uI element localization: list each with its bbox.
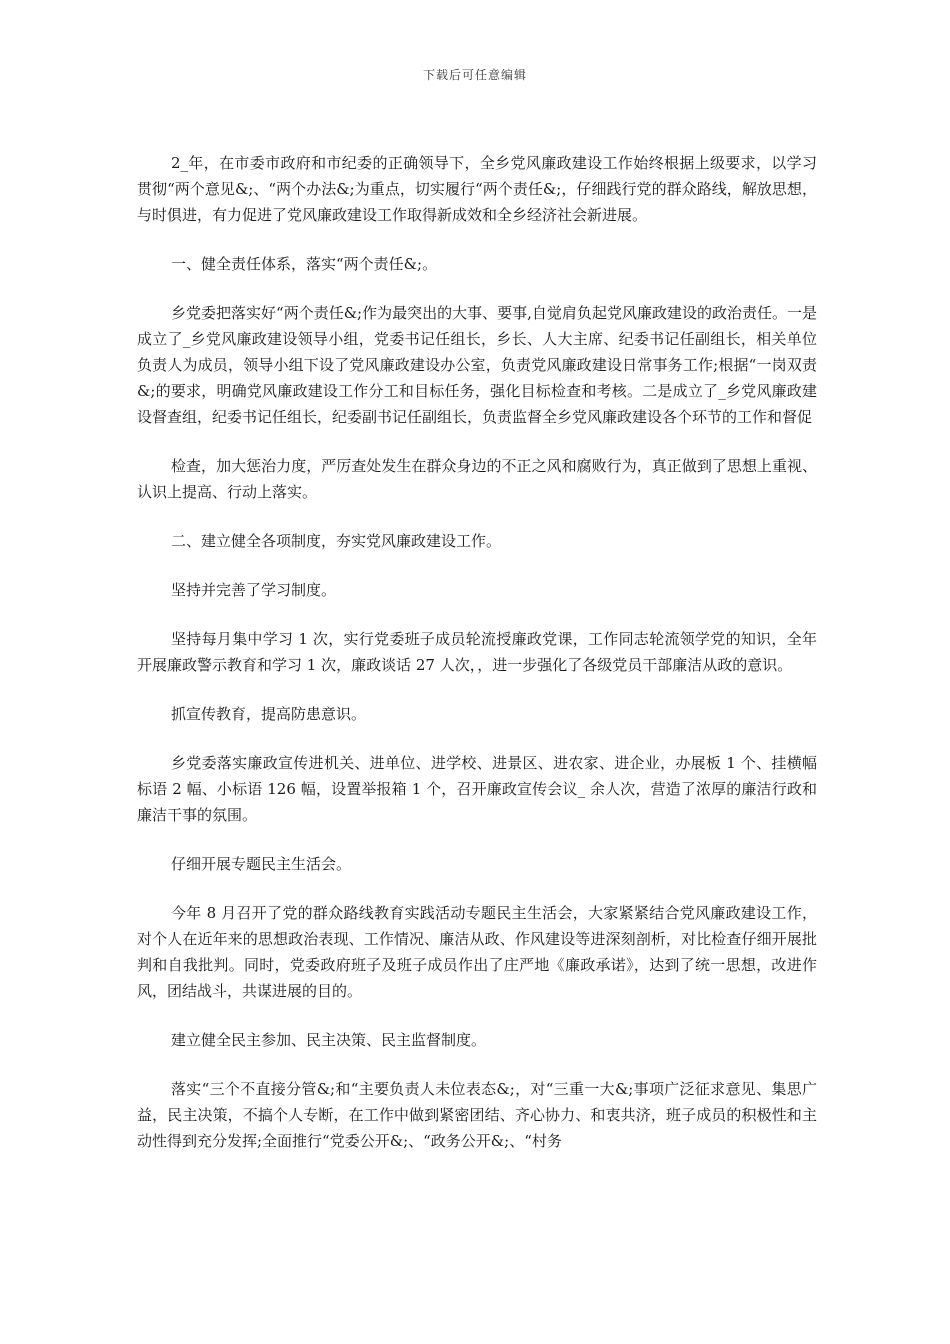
- paragraph-responsibility: 乡党委把落实好“两个责任&;作为最突出的大事、要事,自觉肩负起党风廉政建设的政治责任。一是成立了_乡党风廉政建设领导小组，党委书记任组长，乡长、人大主席、纪委书记任副组长，相关单位负责人为成员，领导小组下设了党风廉政建设办公室，负责党风廉政建设日常事务工作;根据“一岗双责&;的要求，明确党风廉政建设工作分工和目标任务，强化目标检查和考核。二是成立了_乡党风廉政建设督查组，纪委书记任组长，纪委副书记任副组长，负责监督全乡党风廉政建设各个环节的工作和督促: [137, 304, 817, 426]
- page-header: 下载后可任意编辑: [422, 68, 527, 82]
- document-body: [137, 150, 817, 1177]
- section-heading-1: 一、健全责任体系，落实“两个责任&;。: [171, 255, 438, 273]
- paragraph-publicity: 乡党委落实廉政宣传进机关、进单位、进学校、进景区、进农家、进企业，办展板 1 个、挂横幅标语 2 幅、小标语 126 幅，设置举报箱 1 个，召开廉政宣传会议_ 余人次，营造了浓厚的廉洁行政和廉洁干事的氛围。: [137, 754, 817, 824]
- paragraph-intro: 2_年，在市委市政府和市纪委的正确领导下，全乡党风廉政建设工作始终根据上级要求，以学习贯彻“两个意见&;、“两个办法&;为重点，切实履行“两个责任&;，仔细践行党的群众路线，解放思想，与时俱进，有力促进了党风廉政建设工作取得新成效和全乡经济社会新进展。: [137, 154, 817, 224]
- subheading-democratic-meeting: 仔细开展专题民主生活会。: [171, 855, 352, 873]
- subheading-democratic-system: 建立健全民主参加、民主决策、民主监督制度。: [171, 1031, 487, 1049]
- paragraph-democratic-meeting: 今年 8 月召开了党的群众路线教育实践活动专题民主生活会，大家紧紧结合党风廉政建设工作，对个人在近年来的思想政治表现、工作情况、廉洁从政、作风建设等进深刻剖析，对比检查仔细开展批判和自我批判。同时，党委政府班子及班子成员作出了庄严地《廉政承诺》，达到了统一思想，改进作风，团结战斗，共谋进展的目的。: [137, 904, 817, 1000]
- subheading-publicity: 抓宣传教育，提高防患意识。: [171, 705, 367, 723]
- paragraph-democratic-system: 落实“三个不直接分管&;和“主要负责人未位表态&;，对“三重一大&;事项广泛征求意见、集思广益，民主决策，不搞个人专断，在工作中做到紧密团结、齐心协力、和衷共济，班子成员的积极性和主动性得到充分发挥;全面推行“党委公开&;、“政务公开&;、“村务: [137, 1080, 817, 1150]
- subheading-study-system: 坚持并完善了学习制度。: [171, 581, 337, 599]
- paragraph-study: 坚持每月集中学习 1 次，实行党委班子成员轮流授廉政党课，工作同志轮流领学党的知识，全年开展廉政警示教育和学习 1 次，廉政谈话 27 人次，，进一步强化了各级党员干部廉洁从政的意识。: [137, 630, 817, 674]
- section-heading-2: 二、建立健全各项制度，夯实党风廉政建设工作。: [171, 532, 502, 550]
- paragraph-inspection: 检查，加大惩治力度，严厉查处发生在群众身边的不正之风和腐败行为，真正做到了思想上重视、认识上提高、行动上落实。: [137, 457, 817, 501]
